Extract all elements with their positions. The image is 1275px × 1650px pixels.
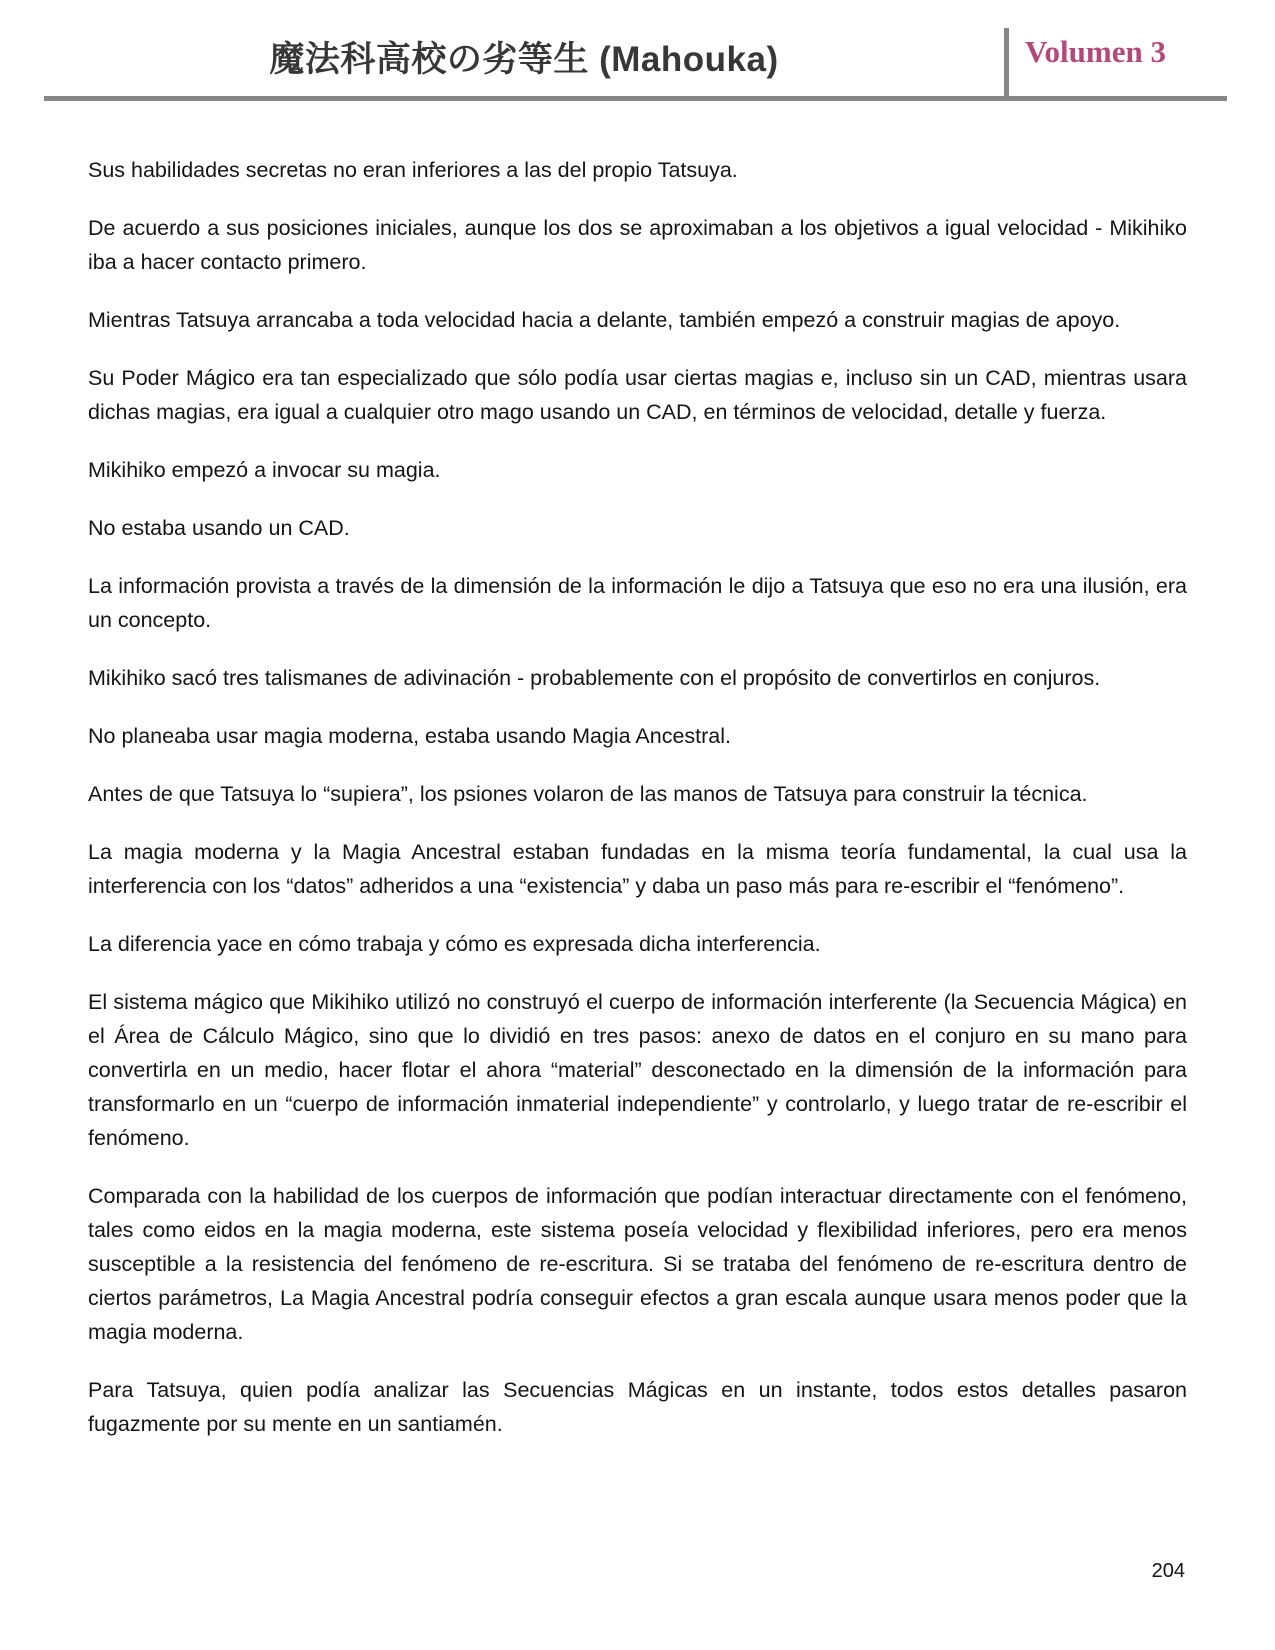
header-title-cell [44,26,1004,96]
document-body [88,153,1187,1441]
paragraph: Sus habilidades secretas no eran inferiores a las del propio Tatsuya. [88,158,738,182]
paragraph: No estaba usando un CAD. [88,516,350,540]
paragraph: El sistema mágico que Mikihiko utilizó no construyó el cuerpo de información interferente (la Secuencia Mágica) en el Área de Cálculo Mágico, sino que lo dividió en tres pasos: anexo de datos en el conjuro en su mano para convertirla en un medio, hacer flotar el ahora “material” desconectado en la dimensión de la información para transformarlo en un “cuerpo de información inmaterial independiente” y controlarlo, y luego tratar de re-escribir el fenómeno. [88,990,1187,1150]
paragraph: La magia moderna y la Magia Ancestral estaban fundadas en la misma teoría fundamental, la cual usa la interferencia con los “datos” adheridos a una “existencia” y daba un paso más para re-escribir el “fenómeno”. [88,840,1187,898]
header-volume-cell [1009,26,1227,96]
paragraph: De acuerdo a sus posiciones iniciales, aunque los dos se aproximaban a los objetivos a igual velocidad - Mikihiko iba a hacer contacto primero. [88,216,1187,274]
paragraph: La diferencia yace en cómo trabaja y cómo es expresada dicha interferencia. [88,932,821,956]
paragraph: Su Poder Mágico era tan especializado que sólo podía usar ciertas magias e, incluso sin un CAD, mientras usara dichas magias, era igual a cualquier otro mago usando un CAD, en términos de velocidad, detalle y fuerza. [88,366,1187,424]
paragraph: Antes de que Tatsuya lo “supiera”, los psiones volaron de las manos de Tatsuya para construir la técnica. [88,782,1088,806]
paragraph: Comparada con la habilidad de los cuerpos de información que podían interactuar directamente con el fenómeno, tales como eidos en la magia moderna, este sistema poseía velocidad y flexibilidad inferiores, pero era menos susceptible a la resistencia del fenómeno de re-escritura. Si se trataba del fenómeno de re-escritura dentro de ciertos parámetros, La Magia Ancestral podría conseguir efectos a gran escala aunque usara menos poder que la magia moderna. [88,1184,1187,1344]
volume-label: Volumen 3 [1025,34,1166,69]
page-header [44,0,1227,101]
paragraph: Mikihiko sacó tres talismanes de adivinación - probablemente con el propósito de convertirlos en conjuros. [88,666,1101,690]
paragraph: Mientras Tatsuya arrancaba a toda velocidad hacia a delante, también empezó a construir magias de apoyo. [88,308,1121,332]
paragraph: Mikihiko empezó a invocar su magia. [88,458,441,482]
page-number: 204 [1151,1560,1185,1582]
paragraph: Para Tatsuya, quien podía analizar las Secuencias Mágicas en un instante, todos estos detalles pasaron fugazmente por su mente en un santiamén. [88,1378,1187,1436]
paragraph: La información provista a través de la dimensión de la información le dijo a Tatsuya que eso no era una ilusión, era un concepto. [88,574,1187,632]
document-title: 魔法科高校の劣等生 (Mahouka) [269,40,779,79]
paragraph: No planeaba usar magia moderna, estaba usando Magia Ancestral. [88,724,732,748]
